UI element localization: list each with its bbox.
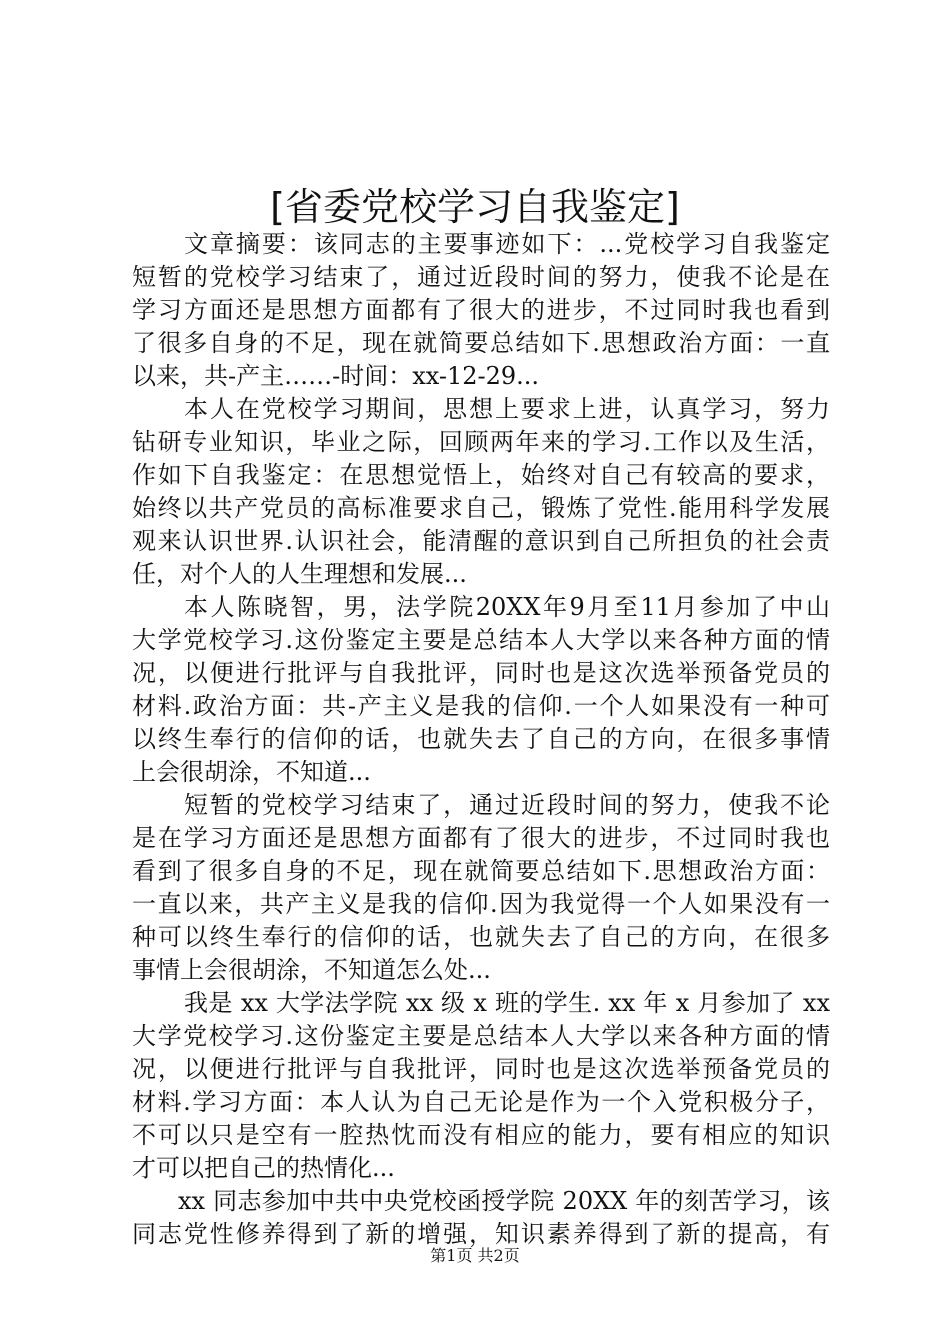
paragraph-line: 大学党校学习.这份鉴定主要是总结本人大学以来各种方面的情	[132, 626, 830, 654]
paragraph-line: 作如下自我鉴定：在思想觉悟上，始终对自己有较高的要求，	[132, 461, 830, 489]
paragraph-line: 观来认识世界.认识社会，能清醒的意识到自己所担负的社会责	[132, 527, 830, 555]
paragraph-line: 学习方面还是思想方面都有了很大的进步，不过同时我也看到	[132, 296, 830, 324]
paragraph	[132, 393, 830, 591]
paragraph-line: 是在学习方面还是思想方面都有了很大的进步，不过同时我也	[132, 824, 830, 852]
paragraph-line: 以终生奉行的信仰的话，也就失去了自己的方向，在很多事情	[132, 725, 830, 753]
paragraph-line: 以来，共-产主……-时间：xx-12-29...	[132, 362, 540, 390]
paragraph	[132, 1185, 830, 1251]
paragraph-line: 同志党性修养得到了新的增强，知识素养得到了新的提高，有	[132, 1220, 830, 1248]
paragraph-line: 短暂的党校学习结束了，通过近段时间的努力，使我不论是在	[132, 263, 830, 291]
paragraph	[132, 987, 830, 1185]
paragraph-line: 才可以把自己的热情化...	[132, 1154, 395, 1182]
paragraph-line: 始终以共产党员的高标准要求自己，锻炼了党性.能用科学发展	[132, 494, 830, 522]
paragraph-line: 上会很胡涂，不知道...	[132, 758, 371, 786]
paragraph-line: 看到了很多自身的不足，现在就简要总结如下.思想政治方面：	[132, 857, 830, 885]
paragraph-line: 种可以终生奉行的信仰的话，也就失去了自己的方向，在很多	[132, 923, 830, 951]
paragraph-line: 材料.学习方面：本人认为自己无论是作为一个入党积极分子，	[132, 1088, 830, 1116]
paragraph-line: 本人在党校学习期间，思想上要求上进，认真学习，努力	[184, 395, 830, 423]
paragraph-line: 况，以便进行批评与自我批评，同时也是这次选举预备党员的	[132, 659, 830, 687]
paragraph-line: 本人陈晓智，男，法学院20XX年9月至11月参加了中山	[184, 593, 830, 621]
paragraph-line: 事情上会很胡涂，不知道怎么处...	[132, 956, 491, 984]
paragraph-line: xx 同志参加中共中央党校函授学院 20XX 年的刻苦学习，该	[178, 1187, 830, 1215]
page-footer: 第1页 共2页	[430, 1246, 520, 1265]
paragraph	[132, 591, 830, 789]
paragraph-line: 任，对个人的人生理想和发展...	[132, 560, 467, 588]
paragraph-line: 钻研专业知识，毕业之际，回顾两年来的学习.工作以及生活，	[132, 428, 830, 456]
paragraph	[132, 789, 830, 987]
paragraph-line: 一直以来，共产主义是我的信仰.因为我觉得一个人如果没有一	[132, 890, 830, 918]
document-body	[132, 228, 830, 1251]
paragraph	[132, 228, 830, 393]
paragraph-line: 短暂的党校学习结束了，通过近段时间的努力，使我不论	[184, 791, 830, 819]
paragraph-line: 我是 xx 大学法学院 xx 级 x 班的学生. xx 年 x 月参加了 xx	[184, 989, 830, 1017]
paragraph-line: 不可以只是空有一腔热忱而没有相应的能力，要有相应的知识	[132, 1121, 830, 1149]
paragraph-line: 材料.政治方面：共-产主义是我的信仰.一个人如果没有一种可	[132, 692, 830, 720]
paragraph-line: 大学党校学习.这份鉴定主要是总结本人大学以来各种方面的情	[132, 1022, 830, 1050]
paragraph-line: 了很多自身的不足，现在就简要总结如下.思想政治方面：一直	[132, 329, 830, 357]
document-title: [省委党校学习自我鉴定]	[270, 185, 680, 229]
paragraph-line: 况，以便进行批评与自我批评，同时也是这次选举预备党员的	[132, 1055, 830, 1083]
paragraph-line: 文章摘要：该同志的主要事迹如下：...党校学习自我鉴定	[184, 230, 830, 258]
